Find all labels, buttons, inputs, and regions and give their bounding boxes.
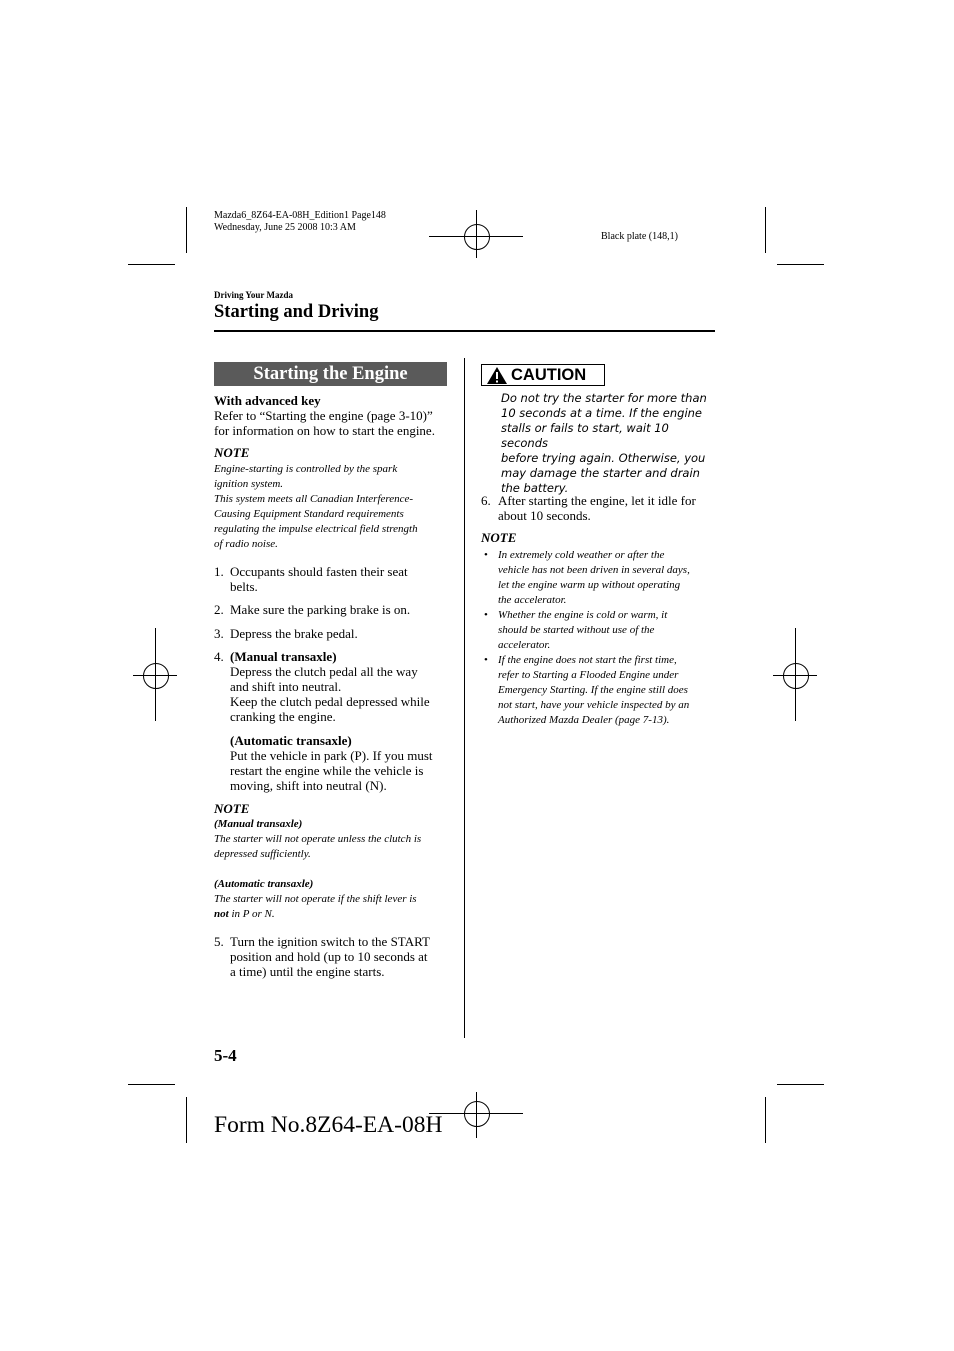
note-line: The starter will not operate unless the clutch is — [214, 833, 422, 845]
step-number: 5. — [214, 934, 224, 949]
bullet-line: accelerator. — [498, 639, 551, 651]
caution-box — [481, 364, 605, 386]
note-line: The starter will not operate if the shift lever is — [214, 893, 417, 905]
warning-triangle-icon — [486, 366, 508, 385]
section-title: Starting the Engine — [214, 362, 447, 386]
caution-line: stalls or fails to start, wait 10 seconds — [501, 421, 669, 450]
step-line: and shift into neutral. — [230, 679, 342, 694]
caution-line: may damage the starter and drain — [501, 466, 700, 480]
bullet-dot: • — [484, 549, 488, 561]
advanced-key-line: for information on how to start the engine. — [214, 423, 435, 438]
note-line: Engine-starting is controlled by the spark — [214, 463, 398, 475]
note-emphasis: not — [214, 908, 229, 920]
note-bullet — [481, 548, 713, 608]
print-meta — [214, 210, 386, 234]
note-body — [214, 817, 454, 922]
step-item — [481, 493, 721, 523]
step-item — [214, 564, 454, 594]
header-rule — [214, 330, 715, 332]
step-subheading: (Manual transaxle) — [230, 649, 337, 664]
step-line: cranking the engine. — [230, 709, 336, 724]
plate-label: Black plate (148,1) — [601, 231, 678, 242]
crop-mark — [765, 207, 766, 253]
caution-text — [501, 391, 716, 496]
advanced-key-line: Refer to “Starting the engine (page 3-10)” — [214, 408, 433, 423]
note-line: This system meets all Canadian Interference- — [214, 493, 414, 505]
crop-mark — [186, 207, 187, 253]
crop-mark — [777, 1084, 824, 1085]
bullet-line: Authorized Mazda Dealer (page 7-13). — [498, 714, 670, 726]
note-line: regulating the impulse electrical field strength — [214, 523, 418, 535]
note-subheading: (Manual transaxle) — [214, 818, 303, 830]
step-number: 2. — [214, 602, 224, 617]
step-line: a time) until the engine starts. — [230, 964, 385, 979]
step-line: Put the vehicle in park (P). If you must — [230, 748, 433, 763]
step-line: about 10 seconds. — [498, 508, 591, 523]
bullet-line: let the engine warm up without operating — [498, 579, 681, 591]
caution-label: CAUTION — [511, 366, 587, 384]
step-line: Make sure the parking brake is on. — [230, 602, 411, 617]
bullet-dot: • — [484, 609, 488, 621]
step-number: 1. — [214, 564, 224, 579]
column-divider — [464, 358, 465, 1038]
note-heading: NOTE — [214, 801, 250, 816]
note-line — [214, 907, 454, 922]
step-subheading: (Automatic transaxle) — [230, 733, 352, 748]
chapter-title: Starting and Driving — [214, 302, 379, 322]
step-line: belts. — [230, 579, 258, 594]
crop-mark — [128, 1084, 175, 1085]
step-item — [214, 602, 454, 617]
bullet-line: In extremely cold weather or after the — [498, 549, 665, 561]
step-line: Depress the clutch pedal all the way — [230, 664, 418, 679]
step-line: Keep the clutch pedal depressed while — [230, 694, 430, 709]
note-line: Causing Equipment Standard requirements — [214, 508, 404, 520]
step-line: Depress the brake pedal. — [230, 626, 358, 641]
bullet-line: Emergency Starting. If the engine still does — [498, 684, 688, 696]
crop-mark — [186, 1097, 187, 1143]
bullet-line: If the engine does not start the first time, — [498, 654, 677, 666]
step-item — [214, 934, 454, 979]
bullet-line: refer to Starting a Flooded Engine under — [498, 669, 679, 681]
crop-mark — [777, 264, 824, 265]
caution-line: 10 seconds at a time. If the engine — [501, 406, 703, 420]
bullet-line: Whether the engine is cold or warm, it — [498, 609, 668, 621]
note-line: of radio noise. — [214, 538, 278, 550]
advanced-key-block — [214, 393, 454, 438]
step-number: 6. — [481, 493, 491, 508]
step-number: 4. — [214, 649, 224, 664]
step-line: restart the engine while the vehicle is — [230, 763, 424, 778]
step-line: moving, shift into neutral (N). — [230, 778, 387, 793]
note-subheading: (Automatic transaxle) — [214, 878, 314, 890]
step-item — [214, 626, 454, 641]
page-number: 5-4 — [214, 1046, 237, 1065]
section-label: Driving Your Mazda — [214, 290, 294, 300]
note-heading: NOTE — [214, 445, 250, 460]
bullet-line: vehicle has not been driven in several days, — [498, 564, 690, 576]
crop-mark — [765, 1097, 766, 1143]
step-line: Turn the ignition switch to the START — [230, 934, 430, 949]
form-number: Form No.8Z64-EA-08H — [214, 1112, 443, 1138]
advanced-key-heading: With advanced key — [214, 393, 321, 408]
note-bullet — [481, 608, 713, 653]
bullet-line: not start, have your vehicle inspected by an — [498, 699, 690, 711]
note-heading: NOTE — [481, 530, 517, 545]
caution-line: Do not try the starter for more than — [501, 391, 707, 405]
caution-line: before trying again. Otherwise, you — [501, 451, 706, 465]
crop-mark — [128, 264, 175, 265]
note-bullet-list — [481, 548, 713, 728]
print-file-line: Mazda6_8Z64-EA-08H_Edition1 Page148 — [214, 210, 386, 221]
note-line: ignition system. — [214, 478, 284, 490]
note-text: in P or N. — [228, 908, 275, 920]
step-line: Occupants should fasten their seat — [230, 564, 408, 579]
bullet-dot: • — [484, 654, 488, 666]
step-line: After starting the engine, let it idle for — [498, 493, 696, 508]
step-line: position and hold (up to 10 seconds at — [230, 949, 428, 964]
note-bullet — [481, 653, 713, 728]
bullet-line: should be started without use of the — [498, 624, 655, 636]
caution-line: the battery. — [501, 481, 569, 495]
step-number: 3. — [214, 626, 224, 641]
bullet-line: the accelerator. — [498, 594, 567, 606]
note-line: depressed sufficiently. — [214, 848, 311, 860]
note-body — [214, 462, 454, 552]
step-item — [214, 649, 454, 793]
print-date-line: Wednesday, June 25 2008 10:3 AM — [214, 222, 356, 233]
